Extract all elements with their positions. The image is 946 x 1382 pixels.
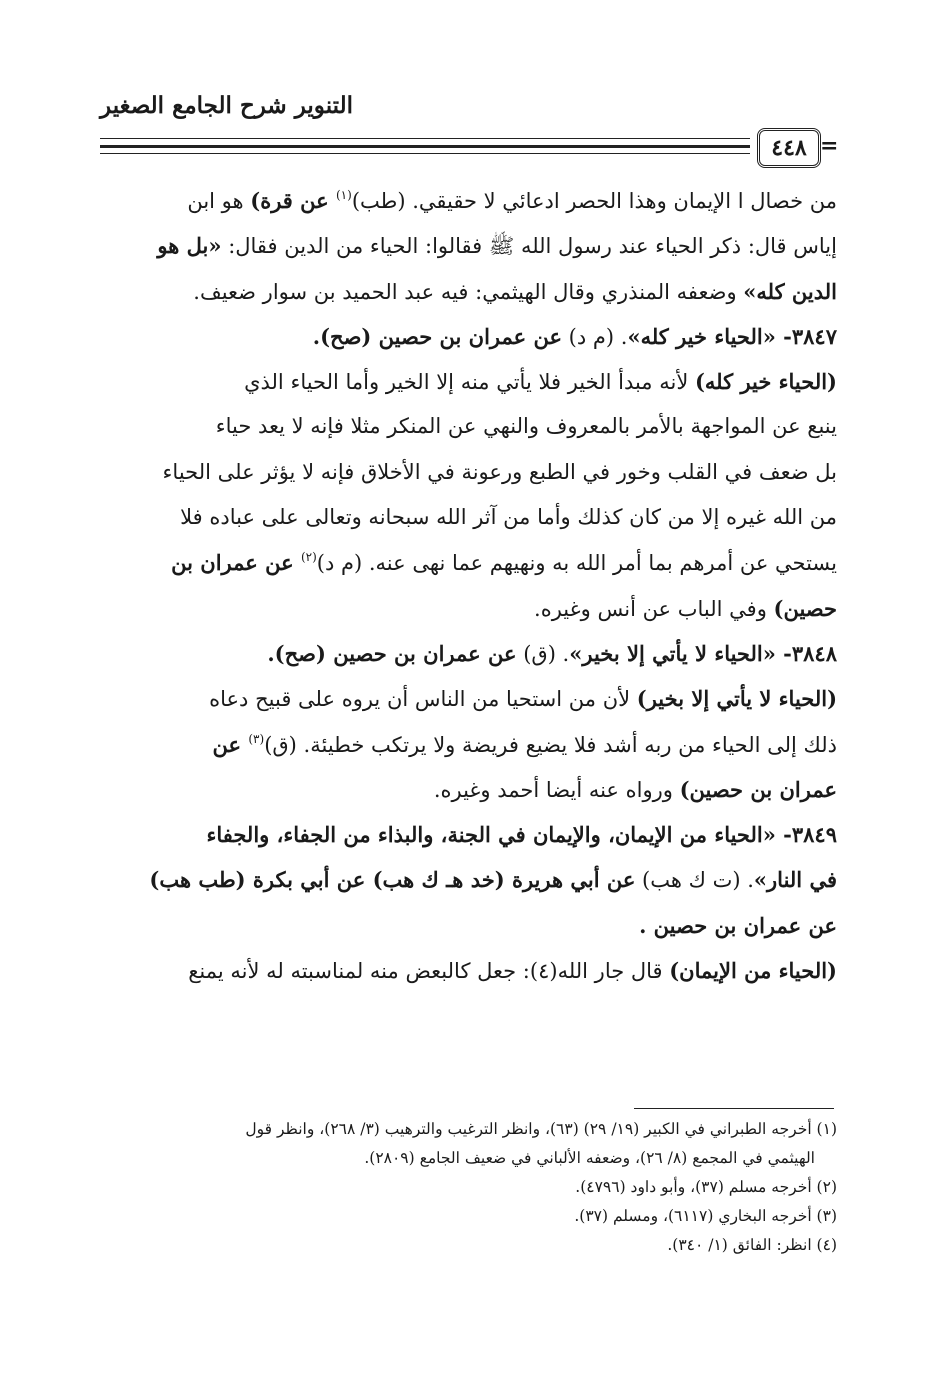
text-line [104, 722, 837, 767]
text-line [104, 223, 837, 268]
text-line [104, 359, 837, 404]
bold-text: حصين) [773, 595, 837, 621]
text-line [104, 404, 837, 449]
header-rule [100, 153, 750, 154]
text-run: لأنه مبدأ الخير فلا يأتي منه إلا الخير وأما الحياء الذي [244, 370, 695, 395]
bold-text: (الحياء لا يأتي إلا بخير) [636, 686, 837, 712]
bold-text: ٣٨٤٧- «الحياء خير كله» [627, 323, 837, 349]
bold-text: عمران بن حصين) [679, 776, 837, 802]
page-number: ٤٤٨ [757, 128, 821, 168]
text-line [104, 495, 837, 540]
running-title: التنوير شرح الجامع الصغير [100, 92, 353, 119]
text-line [104, 767, 837, 812]
text-run: يستحي عن أمرهم بما أمر الله به ونهيهم عما نهى عنه. (م د) [316, 551, 837, 576]
page-number-ornament: = [820, 133, 839, 159]
text-line [104, 676, 837, 721]
text-run: ينبع عن المواجهة بالأمر بالمعروف والنهي عن المنكر مثلا فإنه لا يعد حياء [215, 414, 837, 439]
text-line [104, 586, 837, 631]
text-line [104, 314, 837, 359]
text-line [104, 540, 837, 585]
footnote-marker: (١) [335, 188, 352, 202]
text-run: ذلك إلى الحياء من ربه أشد فلا يضيع فريضة ولا يرتكب خطيئة. (ق) [264, 732, 837, 757]
text-line [104, 903, 837, 948]
footnote: (١) أخرجه الطبراني في الكبير (١٩/ ٢٩) (٦٣)، وانظر الترغيب والترهيب (٣/ ٢٦٨)، وانظر قول [245, 1120, 837, 1138]
footnotes [104, 1115, 837, 1260]
text-run: بل ضعف في القلب وخور في الطبع ورعونة في الأخلاق فإنه لا يؤثر على الحياء [162, 459, 837, 484]
text-run: . (ت ك هب) [635, 868, 754, 893]
text-run: وفي الباب عن أنس وغيره. [534, 596, 774, 621]
bold-text: ٣٨٤٨- «الحياء لا يأتي إلا بخير» [569, 640, 837, 666]
main-text [104, 178, 837, 993]
bold-text: عن قرة) [250, 188, 336, 213]
text-run: (٤): جعل كالبعض منه لمناسبته له لأنه يمنع [188, 959, 558, 984]
footnote-marker: (٢) [300, 550, 317, 565]
text-line [104, 857, 837, 902]
text-run: وضعفه المنذري وقال الهيثمي: فيه عبد الحميد بن سوار ضعيف. [193, 279, 744, 304]
footnote: (٢) أخرجه مسلم (٣٧)، وأبو داود (٤٧٩٦). [575, 1178, 837, 1196]
bold-text: عن عمران بن [171, 550, 301, 576]
text-line [104, 450, 837, 495]
footnote: الهيثمي في المجمع (٨/ ٢٦)، وضعفه الألباني في ضعيف الجامع (٢٨٠٩). [364, 1149, 815, 1167]
text-line [104, 812, 837, 857]
text-line [104, 178, 837, 223]
text-line [104, 269, 837, 314]
bold-text: (الحياء خير كله) [694, 369, 837, 395]
header-rule-thick [100, 145, 750, 148]
footnote-marker: (٣) [248, 731, 265, 746]
footnote-separator [634, 1108, 834, 1109]
text-run: من خصال ا الإيمان وهذا الحصر ادعائي لا حقيقي. (طب) [351, 189, 837, 213]
bold-text: عن [212, 731, 249, 757]
bold-text: عن عمران بن حصين . [639, 912, 837, 938]
footnote: (٣) أخرجه البخاري (٦١١٧)، ومسلم (٣٧). [574, 1207, 837, 1225]
text-line [104, 631, 837, 676]
bold-text: ٣٨٤٩- «الحياء من الإيمان، والإيمان في الجنة، والبذاء من الجفاء، والجفاء [206, 822, 837, 848]
text-run: لأن من استحيا من الناس أن يروه على قبيح دعاه [209, 687, 637, 712]
text-line [104, 948, 837, 993]
text-run: ورواه عنه أيضا أحمد وغيره. [433, 777, 680, 802]
bold-text: عن عمران بن حصين (صح). [267, 640, 517, 666]
text-run: قال جار الله [557, 959, 670, 984]
text-run: . (ق) [516, 641, 570, 666]
bold-text: الدين كله» [743, 278, 837, 304]
text-run: . (م د) [562, 324, 628, 349]
bold-text: في النار» [753, 867, 837, 893]
bold-text: (الحياء من الإيمان) [669, 958, 837, 984]
text-run: هو ابن [187, 189, 251, 213]
bold-text: عن عمران بن حصين (صح). [312, 323, 562, 349]
text-run: إياس قال: ذكر الحياء عند رسول الله ﷺ فقالوا: الحياء من الدين فقال: [221, 234, 837, 259]
text-run: من الله غيره إلا من كان كذلك وأما من آثر الله سبحانه وتعالى على عباده فلا [180, 505, 837, 530]
bold-text: عن أبي هريرة (خد هـ ك هب) عن أبي بكرة (طب هب) [149, 867, 636, 893]
bold-text: «بل هو [157, 233, 222, 259]
header-rule [100, 138, 750, 139]
footnote: (٤) انظر: الفائق (١/ ٣٤٠). [667, 1236, 837, 1254]
